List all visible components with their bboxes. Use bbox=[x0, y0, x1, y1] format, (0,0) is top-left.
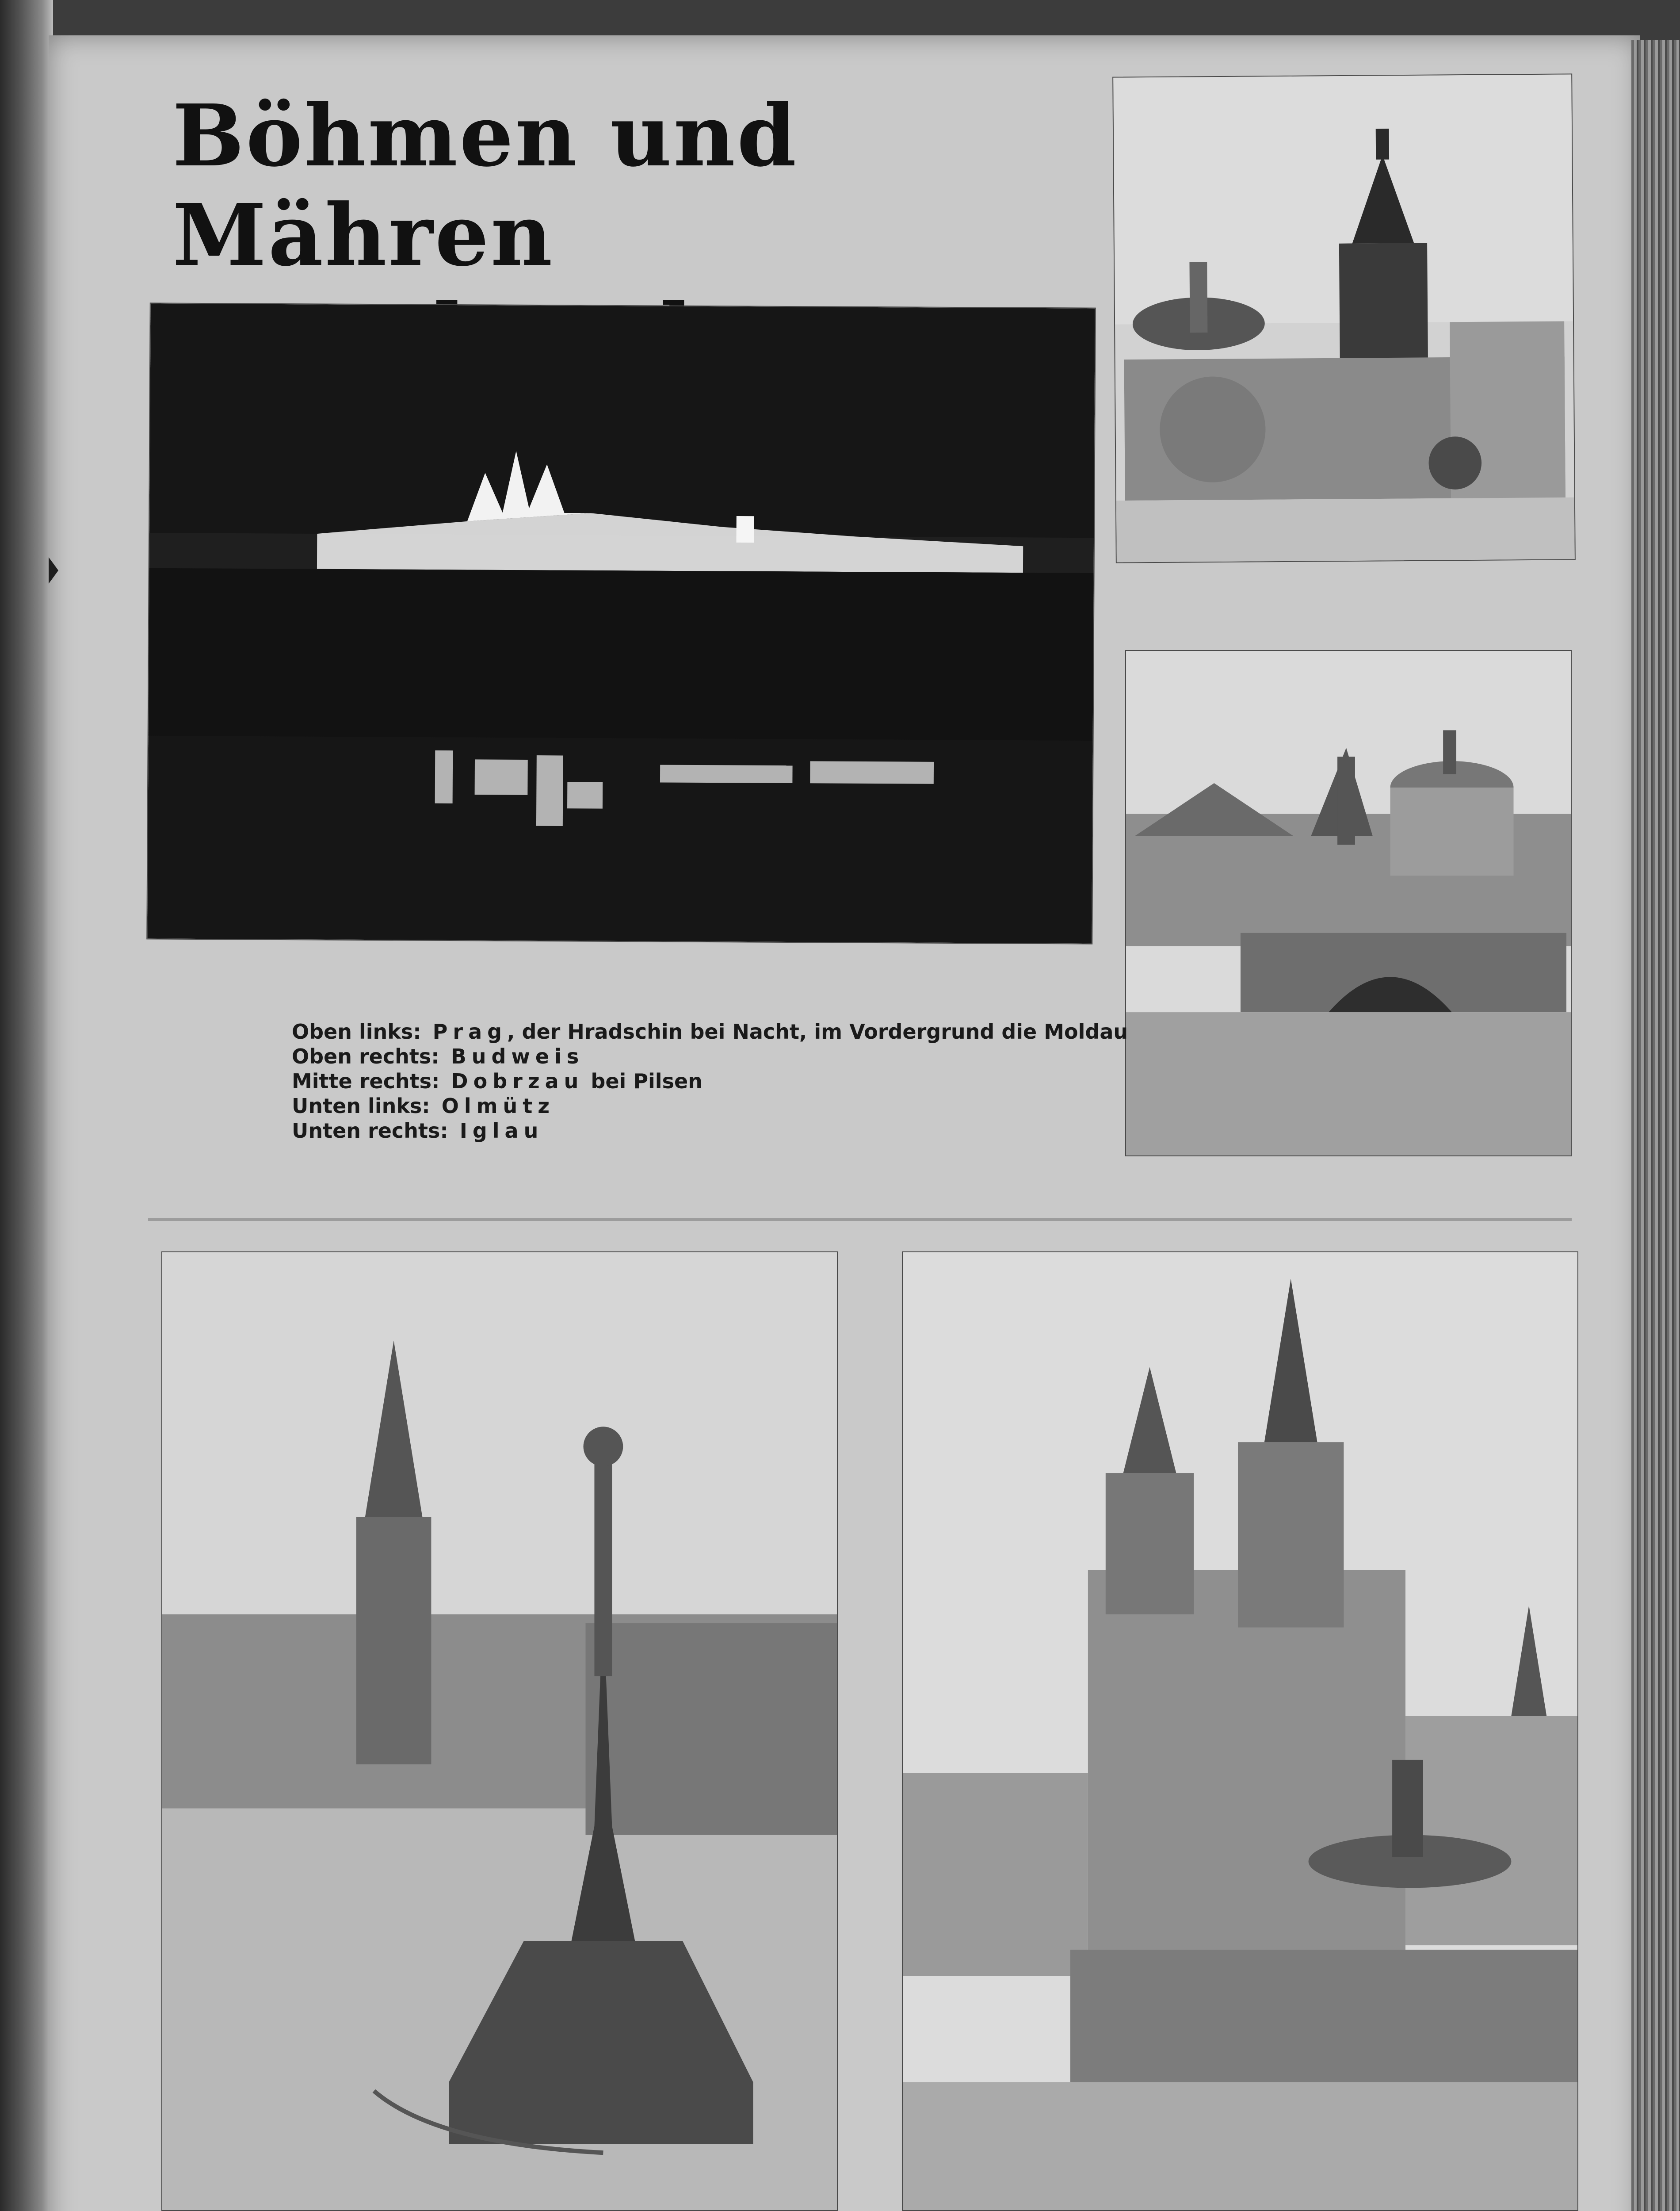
dobrzau-bridge-church-photo bbox=[1126, 651, 1571, 1155]
photo-dobrzau bbox=[1125, 650, 1572, 1156]
caption-rest: , der Hradschin bei Nacht, im Vordergrund die Moldau bbox=[507, 1020, 1128, 1044]
iglau-church-fountain-photo bbox=[903, 1252, 1577, 2210]
caption-position: Unten rechts: bbox=[292, 1119, 448, 1143]
separator-rule bbox=[148, 1218, 1572, 1221]
caption-position: Unten links: bbox=[292, 1094, 430, 1118]
photo-olmuetz bbox=[161, 1251, 838, 2211]
photo-iglau bbox=[902, 1251, 1578, 2211]
caption-line bbox=[292, 1118, 1132, 1143]
photo-budweis bbox=[1112, 73, 1576, 563]
caption-place: Prag bbox=[432, 1020, 508, 1044]
olmuetz-plague-column-photo bbox=[162, 1252, 837, 2210]
caption-position: Oben links: bbox=[292, 1020, 421, 1044]
page-stack-edge bbox=[1631, 40, 1680, 2211]
caption-line bbox=[292, 1019, 1132, 1044]
headline-line-1: Böhmen und Mähren bbox=[172, 86, 798, 285]
prague-castle-night-photo bbox=[147, 303, 1095, 943]
photo-prague bbox=[146, 302, 1096, 944]
photo-captions bbox=[292, 1019, 1132, 1143]
caption-line bbox=[292, 1069, 1132, 1094]
caption-line bbox=[292, 1094, 1132, 1118]
caption-place: Iglau bbox=[459, 1119, 544, 1143]
caption-place: Budweis bbox=[451, 1044, 584, 1068]
caption-rest: bei Pilsen bbox=[584, 1069, 703, 1093]
caption-place: Dobrzau bbox=[451, 1069, 584, 1093]
caption-place: Olmütz bbox=[441, 1094, 555, 1118]
caption-line bbox=[292, 1044, 1132, 1069]
caption-position: Mitte rechts: bbox=[292, 1069, 440, 1093]
budweis-fountain-tower-photo bbox=[1113, 74, 1575, 562]
caption-position: Oben rechts: bbox=[292, 1044, 439, 1068]
scan-edge-left bbox=[0, 0, 53, 2211]
